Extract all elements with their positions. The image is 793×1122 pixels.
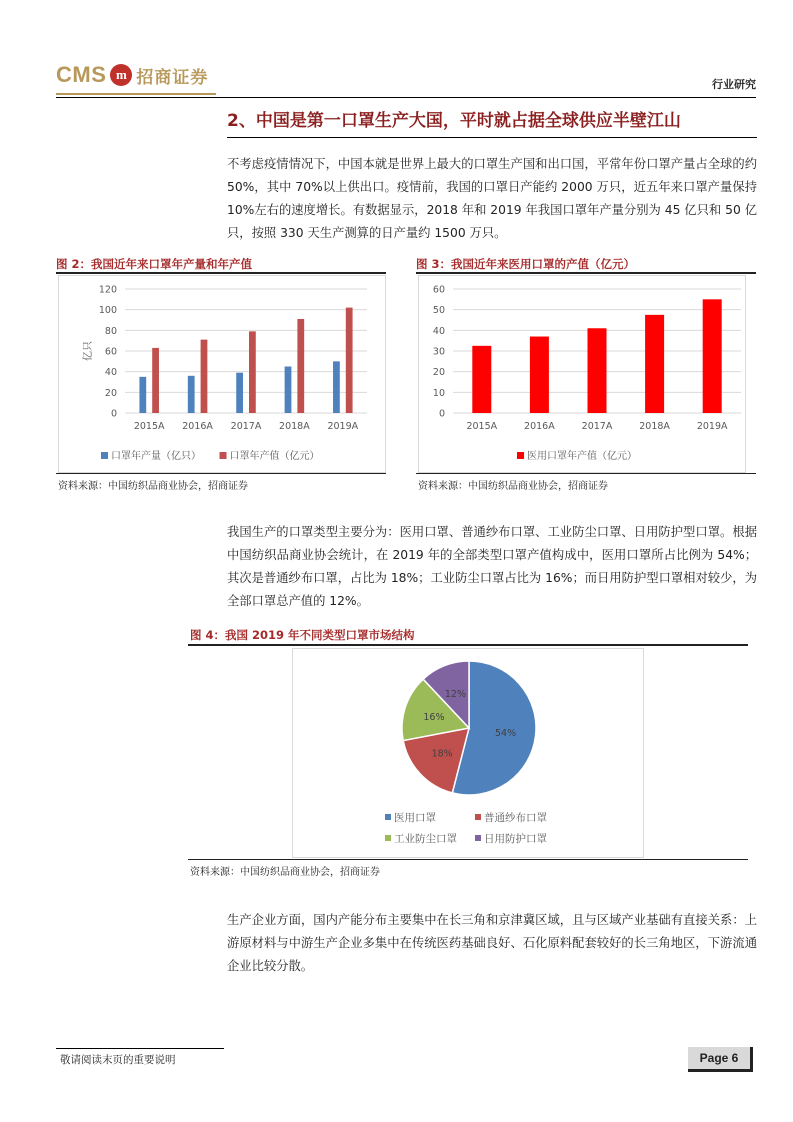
- fig2-bar: [285, 367, 292, 414]
- fig2-source: 资料来源：中国纺织品商业协会，招商证券: [58, 481, 248, 492]
- fig2-ytick-label: 0: [110, 408, 117, 420]
- paragraph-market-overview: 不考虑疫情情况下，中国本就是世界上最大的口罩生产国和出口国，平常年份口罩产量占全球的约 50%，其中 70%以上供出口。疫情前，我国的口罩日产能约 2000 万只，近五年来口罩产量保持 10%左右的速度增长。有数据显示，2018 年和 2019 年我国口罩年产量分别为 45 亿只和 50 亿只，按照 330 天生产测算的日产量约 1500 万只。: [227, 157, 757, 240]
- fig3-chart-box: [418, 275, 746, 473]
- fig2-bar: [236, 373, 243, 413]
- fig2-ytick-label: 40: [104, 367, 117, 379]
- fig3-xtick-label: 2017A: [581, 421, 613, 432]
- footer-note: 敬请阅读末页的重要说明: [60, 1054, 176, 1066]
- fig2-bar: [333, 361, 340, 413]
- footer-rule: [56, 1048, 224, 1049]
- fig2-ytick-label: 100: [98, 305, 117, 317]
- logo-text: CMS: [56, 62, 107, 87]
- fig4-legend-label: 工业防尘口罩: [394, 833, 457, 845]
- fig4-title: 图 4：我国 2019 年不同类型口罩市场结构: [190, 628, 415, 642]
- fig4-legend-swatch: [475, 814, 481, 820]
- header-rule: [56, 97, 756, 98]
- fig4-bottom-rule: [188, 859, 748, 860]
- logo-company-name: 招商证券: [136, 67, 209, 88]
- fig2-bar: [297, 319, 304, 413]
- fig2-chart-box: [58, 275, 386, 473]
- fig2-xtick-label: 2016A: [182, 421, 213, 432]
- fig3-ytick-label: 20: [432, 367, 445, 379]
- paragraph-production-regions: 生产企业方面，国内产能分布主要集中在长三角和京津冀区域，且与区域产业基础有直接关系：上游原材料与中游生产企业多集中在传统医药基础良好、石化原料配套较好的长三角地区，下游流通企业比较分散。: [227, 913, 757, 973]
- fig3-bar: [530, 337, 549, 413]
- fig3-bottom-rule: [416, 473, 756, 474]
- fig2-ytick-label: 60: [104, 346, 117, 358]
- fig3-xtick-label: 2018A: [639, 421, 670, 432]
- header-gold-rule: [56, 93, 216, 95]
- fig3-title: 图 3：我国近年来医用口罩的产值（亿元）: [416, 257, 636, 271]
- fig3-bar: [703, 299, 722, 413]
- fig2-legend-label: 口罩年产量（亿只）: [111, 451, 201, 462]
- fig4-legend-swatch: [385, 835, 391, 841]
- fig4-pie-chart: [293, 649, 643, 857]
- fig2-xtick-label: 2017A: [230, 421, 262, 432]
- company-logo: [56, 60, 208, 90]
- fig2-bar: [139, 377, 146, 413]
- fig2-xtick-label: 2018A: [279, 421, 310, 432]
- fig4-legend-swatch: [475, 835, 481, 841]
- fig2-xtick-label: 2015A: [133, 421, 165, 432]
- fig3-ytick-label: 30: [432, 346, 445, 358]
- section-title: 2、中国是第一口罩生产大国，平时就占据全球供应半壁江山: [227, 111, 681, 131]
- section-tag: 行业研究: [712, 78, 756, 91]
- fig2-bar: [188, 376, 195, 413]
- logo-emblem-icon: m: [110, 64, 132, 86]
- fig3-ytick-label: 40: [432, 325, 445, 337]
- fig4-legend-label: 日用防护口罩: [484, 833, 547, 845]
- fig3-xtick-label: 2016A: [524, 421, 555, 432]
- fig3-bar-chart: [419, 276, 745, 472]
- fig4-source: 资料来源：中国纺织品商业协会，招商证券: [190, 867, 380, 878]
- fig2-bar: [201, 340, 208, 413]
- fig3-bar: [587, 328, 606, 413]
- fig4-title-rule: [188, 644, 748, 646]
- fig2-bar: [346, 308, 353, 413]
- fig2-ylabel: 亿只: [83, 341, 94, 361]
- fig2-bar-chart: [59, 276, 385, 472]
- fig3-xtick-label: 2015A: [466, 421, 498, 432]
- fig2-legend-label: 口罩年产值（亿元）: [229, 451, 320, 462]
- fig3-bar: [472, 346, 491, 413]
- fig4-chart-box: [292, 648, 644, 858]
- fig4-slice-label: 54%: [494, 728, 517, 740]
- fig2-bar: [152, 348, 159, 413]
- fig3-source: 资料来源：中国纺织品商业协会，招商证券: [418, 481, 608, 492]
- fig3-xtick-label: 2019A: [696, 421, 728, 432]
- fig4-legend-swatch: [385, 814, 391, 820]
- fig2-ytick-label: 20: [104, 387, 117, 399]
- fig4-slice-label: 12%: [444, 689, 466, 701]
- fig4-legend-label: 普通纱布口罩: [484, 812, 547, 824]
- fig2-title-rule: [56, 272, 386, 274]
- fig4-slice-label: 18%: [431, 748, 453, 760]
- fig2-legend-swatch: [101, 452, 108, 459]
- fig4-slice-label: 16%: [423, 712, 445, 724]
- page-number: Page 6: [688, 1047, 753, 1072]
- paragraph-mask-types: 我国生产的口罩类型主要分为：医用口罩、普通纱布口罩、工业防尘口罩、日用防护型口罩。根据中国纺织品商业协会统计，在 2019 年的全部类型口罩产值构成中，医用口罩所占比例为 54%；其次是普通纱布口罩，占比为 18%；工业防尘口罩占比为 16%；而日用防护型口罩相对较少，为全部口罩总产值的 12%。: [227, 525, 757, 608]
- fig2-bar: [249, 331, 256, 413]
- fig2-bottom-rule: [56, 473, 386, 474]
- fig2-xtick-label: 2019A: [327, 421, 359, 432]
- fig3-ytick-label: 10: [432, 387, 445, 399]
- fig3-ytick-label: 60: [432, 284, 445, 296]
- fig3-title-rule: [416, 272, 756, 274]
- fig4-legend-label: 医用口罩: [394, 812, 436, 824]
- fig2-legend-swatch: [220, 452, 227, 459]
- fig3-legend-swatch: [517, 452, 524, 459]
- fig3-bar: [645, 315, 664, 413]
- fig2-ytick-label: 80: [104, 325, 117, 337]
- fig3-ytick-label: 50: [432, 305, 445, 317]
- fig2-ytick-label: 120: [98, 284, 117, 296]
- fig2-title: 图 2：我国近年来口罩年产量和年产值: [56, 257, 253, 271]
- section-title-rule: [227, 137, 757, 138]
- fig3-ytick-label: 0: [438, 408, 445, 420]
- fig3-legend-label: 医用口罩年产值（亿元）: [527, 451, 637, 462]
